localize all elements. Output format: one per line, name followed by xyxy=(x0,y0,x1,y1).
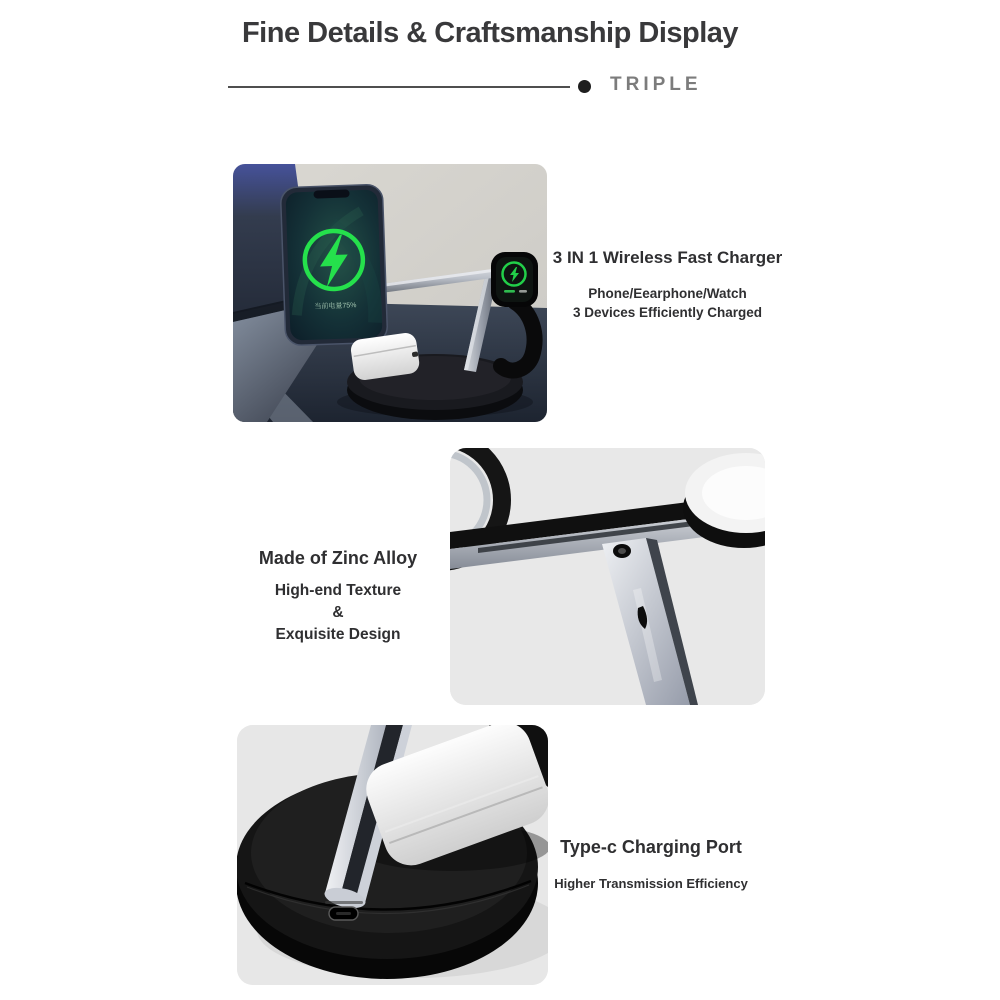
feature-line: 3 Devices Efficiently Charged xyxy=(572,305,763,320)
feature-title: Made of Zinc Alloy xyxy=(258,548,418,568)
phone-notch xyxy=(313,189,349,198)
base-port-illustration xyxy=(237,725,548,985)
feature-line: Higher Transmission Efficiency xyxy=(554,876,748,891)
page-title: Fine Details & Craftsmanship Display xyxy=(241,17,739,49)
bullet-dot-icon xyxy=(578,80,591,93)
feature-type-c-port xyxy=(535,836,767,892)
feature-zinc-alloy xyxy=(226,546,450,646)
feature-line: High-end Texture xyxy=(274,582,402,599)
charger-overview-illustration xyxy=(233,164,547,422)
feature-title: 3 IN 1 Wireless Fast Charger xyxy=(552,248,783,267)
feature-wireless-fast-charger xyxy=(540,247,795,322)
feature-title: Type-c Charging Port xyxy=(560,837,742,857)
feature-line: Exquisite Design xyxy=(275,626,401,643)
phone-battery-text: 当前电量75% xyxy=(314,302,357,311)
feature-line: & xyxy=(332,604,344,621)
divider-line xyxy=(228,86,570,88)
photo-zinc-alloy-closeup xyxy=(450,448,765,705)
photo-base-closeup xyxy=(237,725,548,985)
smartphone xyxy=(280,184,387,345)
photo-charger-overview xyxy=(233,164,547,422)
feature-line: Phone/Eearphone/Watch xyxy=(588,286,747,301)
series-label: TRIPLE xyxy=(610,74,702,95)
usb-c-port xyxy=(325,901,363,920)
zinc-alloy-illustration xyxy=(450,448,765,705)
